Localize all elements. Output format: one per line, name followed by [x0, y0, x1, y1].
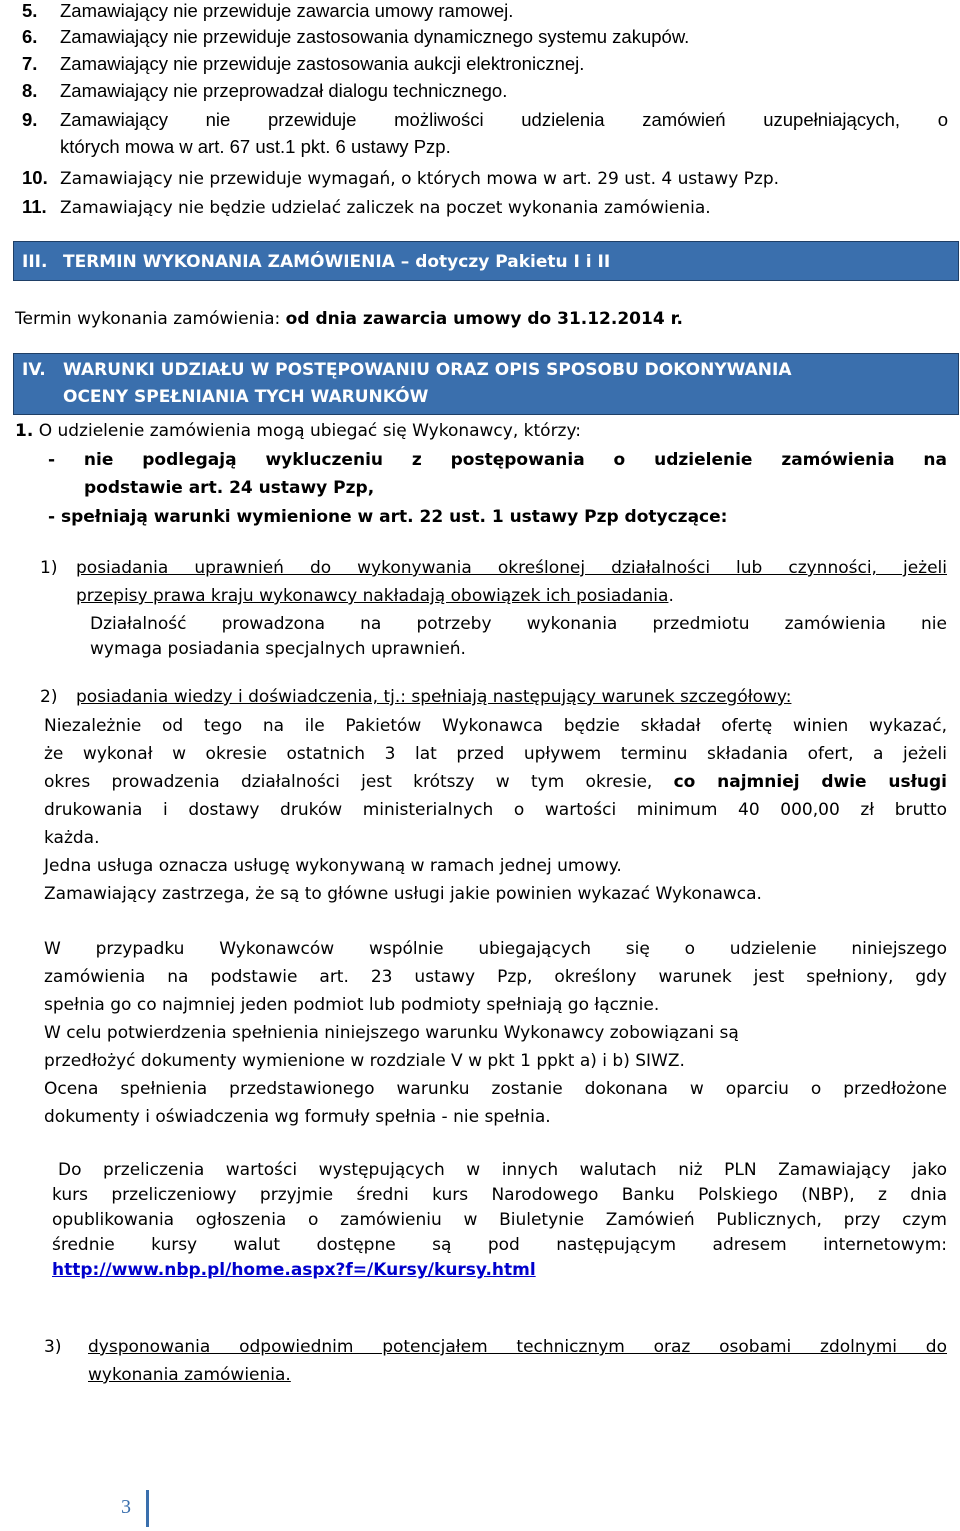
condition-note: Działalność prowadzona na potrzeby wykonania przedmiotu zamówienia nie: [90, 614, 947, 634]
nbp-link-line: [52, 1259, 536, 1281]
list-item: [22, 167, 780, 189]
list-text: Zamawiający nie będzie udzielać zaliczek na poczet wykonania zamówienia.: [60, 198, 711, 218]
paragraph-line: Jedna usługa oznacza usługę wykonywaną w ramach jednej umowy.: [44, 856, 622, 876]
list-text: Zamawiający nie przewiduje zawarcia umowy ramowej.: [60, 0, 514, 21]
condition-title-text: przepisy prawa kraju wykonawcy nakładają obowiązek ich posiadania: [76, 586, 669, 606]
paragraph-line: W przypadku Wykonawców wspólnie ubiegających się o udzielenie niniejszego: [44, 939, 947, 959]
page-number-bar: [146, 1490, 149, 1527]
paragraph-emphasis: co najmniej dwie usługi: [673, 772, 947, 792]
paragraph-line: drukowania i dostawy druków ministerialnych o wartości minimum 40 000,00 zł brutto: [44, 800, 947, 820]
paragraph-line: kurs przeliczeniowy przyjmie średni kurs Narodowego Banku Polskiego (NBP), z dnia: [52, 1185, 947, 1205]
bullet-item: - nie podlegają wykluczeniu z postępowania o udzielenie zamówienia na: [48, 450, 947, 470]
term-line: [15, 308, 683, 330]
paragraph-line: zamówienia na podstawie art. 23 ustawy Pzp, określony warunek jest spełniony, gdy: [44, 967, 947, 987]
list-item: [22, 196, 711, 218]
list-text: Zamawiający nie przeprowadzał dialogu technicznego.: [60, 80, 508, 101]
condition-title-rest: : spełniają następujący warunek szczegółowy:: [400, 687, 792, 707]
condition-title-continued: wykonania zamówienia.: [88, 1365, 291, 1385]
list-item: [22, 109, 948, 131]
paragraph-line: każda.: [44, 828, 100, 848]
condition-number: 3): [44, 1337, 62, 1357]
paragraph-line: Do przeliczenia wartości występujących w innych walutach niż PLN Zamawiający jako: [58, 1160, 947, 1180]
section-heading-number: IV.: [22, 360, 46, 380]
paragraph-line: Ocena spełnienia przedstawionego warunku zostanie dokonana w oparciu o przedłożone: [44, 1079, 947, 1099]
section-heading-continued: OCENY SPEŁNIANIA TYCH WARUNKÓW: [63, 387, 429, 407]
paragraph-line: spełnia go co najmniej jeden podmiot lub podmioty spełniają go łącznie.: [44, 995, 660, 1015]
condition-title: posiadania uprawnień do wykonywania określonej działalności lub czynności, jeżeli: [76, 558, 947, 578]
bullet-item: - spełniają warunki wymienione w art. 22 ust. 1 ustawy Pzp dotyczące:: [48, 507, 728, 527]
list-text-continued: których mowa w art. 67 ust.1 pkt. 6 ustawy Pzp.: [60, 136, 451, 157]
section-heading: WARUNKI UDZIAŁU W POSTĘPOWANIU ORAZ OPIS SPOSOBU DOKONYWANIA: [63, 360, 792, 380]
paragraph-line: że wykonał w okresie ostatnich 3 lat przed upływem terminu składania ofert, a jeżeli: [44, 744, 947, 764]
section-heading-banner: [13, 353, 959, 415]
condition-title-text: posiadania wiedzy i doświadczenia, tj.: [76, 687, 401, 707]
list-item: [22, 80, 508, 102]
paragraph-text: okres prowadzenia działalności jest krótszy w tym okresie,: [44, 772, 674, 792]
list-number: 5.: [22, 0, 38, 21]
paragraph-line: Zamawiający zastrzega, że są to główne usługi jakie powinien wykazać Wykonawca.: [44, 884, 762, 904]
bullet-item-continued: podstawie art. 24 ustawy Pzp,: [84, 478, 375, 498]
list-number: 9.: [22, 109, 38, 130]
page-number: 3: [121, 1496, 131, 1518]
paragraph-line: Niezależnie od tego na ile Pakietów Wykonawca będzie składał ofertę winien wykazać,: [44, 716, 947, 736]
paragraph: [15, 420, 581, 442]
list-number: 6.: [22, 26, 38, 47]
section-heading-number: III.: [22, 252, 48, 272]
paragraph-line: W celu potwierdzenia spełnienia niniejszego warunku Wykonawcy zobowiązani są: [44, 1023, 739, 1043]
section-heading-banner: [13, 241, 959, 281]
section-heading: TERMIN WYKONANIA ZAMÓWIENIA – dotyczy Pakietu I i II: [63, 252, 611, 272]
list-item: [22, 26, 690, 48]
term-value: od dnia zawarcia umowy do 31.12.2014 r.: [285, 309, 683, 329]
condition-title: [76, 686, 791, 708]
condition-number: 2): [40, 687, 58, 707]
list-text: Zamawiający nie przewiduje możliwości udzielenia zamówień uzupełniających, o: [60, 109, 948, 130]
paragraph-line: dokumenty i oświadczenia wg formuły spełnia - nie spełnia.: [44, 1107, 551, 1127]
condition-title-end: .: [668, 586, 674, 606]
list-number: 8.: [22, 80, 38, 101]
list-item: [22, 53, 585, 75]
paragraph-line: [44, 771, 947, 793]
paragraph-line: średnie kursy walut dostępne są pod następującym adresem internetowym:: [52, 1235, 947, 1255]
paragraph-number: 1.: [15, 421, 34, 441]
nbp-link[interactable]: http://www.nbp.pl/home.aspx?f=/Kursy/kursy.html: [52, 1260, 536, 1280]
term-label: Termin wykonania zamówienia:: [15, 309, 281, 329]
condition-note-continued: wymaga posiadania specjalnych uprawnień.: [90, 639, 466, 659]
condition-title: dysponowania odpowiednim potencjałem technicznym oraz osobami zdolnymi do: [88, 1337, 947, 1357]
condition-number: 1): [40, 558, 58, 578]
list-item: [22, 0, 514, 22]
list-number: 11.: [22, 196, 47, 217]
paragraph-text: O udzielenie zamówienia mogą ubiegać się Wykonawcy, którzy:: [38, 421, 582, 441]
list-number: 7.: [22, 53, 38, 74]
list-text: Zamawiający nie przewiduje zastosowania aukcji elektronicznej.: [60, 53, 585, 74]
paragraph-line: opublikowania ogłoszenia o zamówieniu w Biuletynie Zamówień Publicznych, przy czym: [52, 1210, 947, 1230]
paragraph-line: przedłożyć dokumenty wymienione w rozdziale V w pkt 1 ppkt a) i b) SIWZ.: [44, 1051, 685, 1071]
condition-title-continued: [76, 585, 674, 607]
list-number: 10.: [22, 167, 48, 188]
list-text: Zamawiający nie przewiduje wymagań, o których mowa w art. 29 ust. 4 ustawy Pzp.: [60, 169, 780, 189]
list-text: Zamawiający nie przewiduje zastosowania dynamicznego systemu zakupów.: [60, 26, 690, 47]
